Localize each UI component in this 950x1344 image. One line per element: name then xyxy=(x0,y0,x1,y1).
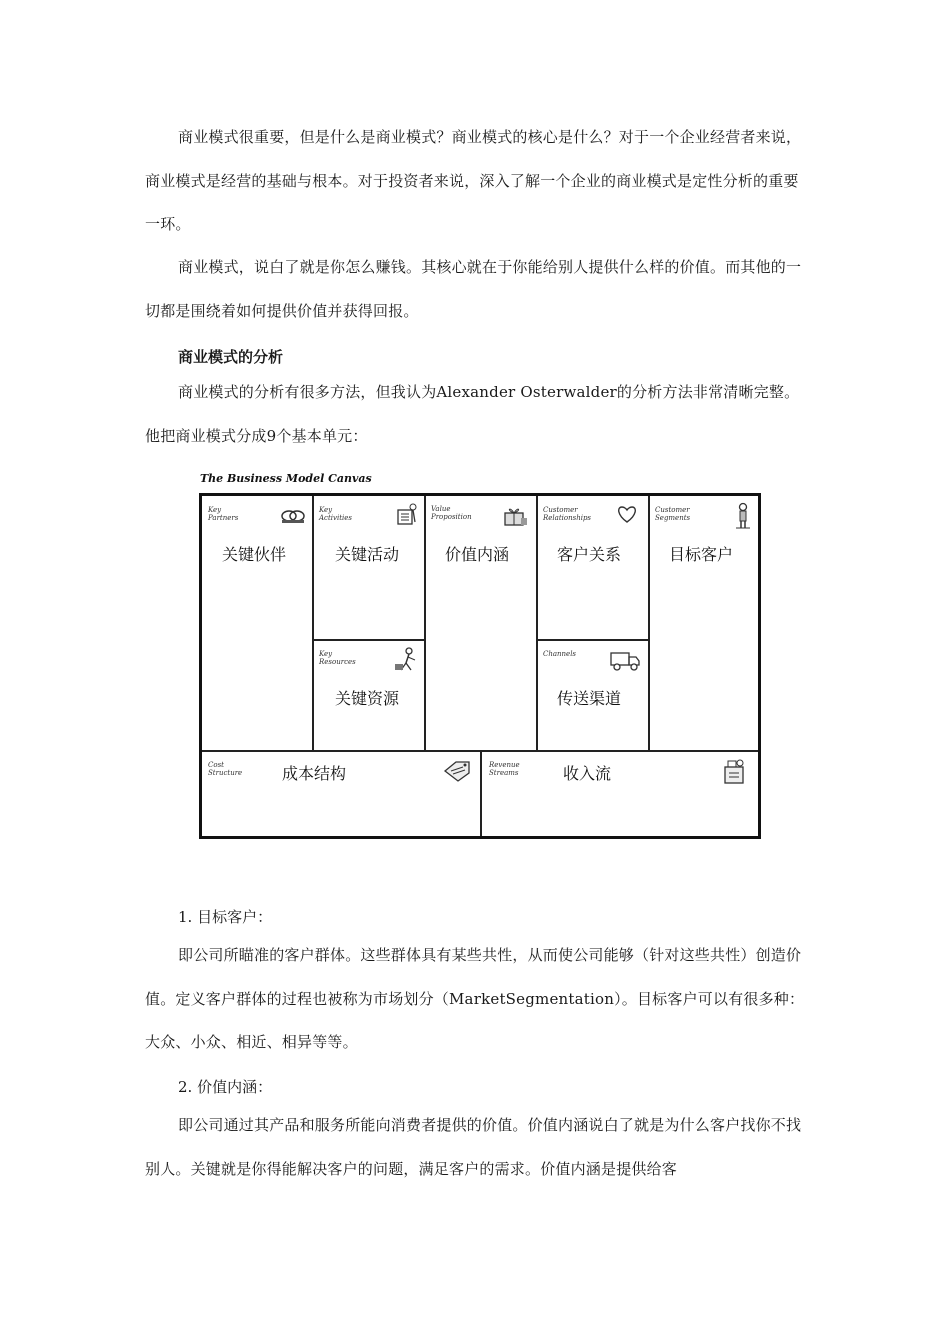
block-value-proposition xyxy=(425,496,536,750)
block-label-en: Value Proposition xyxy=(431,505,472,521)
block-label-en: Customer Relationships xyxy=(543,506,592,522)
list-item-title: 2. 价值内涵： xyxy=(178,1078,273,1096)
money-bag-icon xyxy=(721,757,749,787)
block-label-en: Key Partners xyxy=(208,506,239,522)
block-revenue-streams xyxy=(481,751,758,836)
block-key-activities xyxy=(313,496,424,639)
block-key-resources xyxy=(313,640,424,750)
paragraph-target-customers: 即公司所瞄准的客户群体。这些群体具有某些共性，从而使公司能够（针对这些共性）创造价值。定义客户群体的过程也被称为市场划分（MarketSegmentation）。目标客户可以有很多种：大众、小众、相近、相异等等。 xyxy=(145,946,805,1051)
block-label-en: Cost Structure xyxy=(208,761,243,777)
link-icon xyxy=(280,505,306,525)
block-label-en: Key Activities xyxy=(319,506,353,522)
block-key-partners xyxy=(202,496,312,750)
block-label-zh: 传送渠道 xyxy=(557,689,622,708)
block-label-en: Channels xyxy=(543,650,577,658)
block-label-en: Customer Segments xyxy=(655,506,691,522)
block-label-zh: 收入流 xyxy=(563,764,612,783)
heart-icon xyxy=(615,504,639,524)
canvas-title: The Business Model Canvas xyxy=(200,472,372,485)
block-label-en: Revenue Streams xyxy=(489,761,520,777)
price-tag-icon xyxy=(442,759,472,783)
paragraph-method: 商业模式的分析有很多方法，但我认为Alexander Osterwalder的分析方法非常清晰完整。他把商业模式分成9个基本单元： xyxy=(145,383,800,445)
paragraph-intro: 商业模式很重要，但是什么是商业模式？商业模式的核心是什么？对于一个企业经营者来说，商业模式是经营的基础与根本。对于投资者来说，深入了解一个企业的商业模式是定性分析的重要一环。 xyxy=(145,128,802,233)
block-label-zh: 目标客户 xyxy=(669,545,734,564)
worker-icon xyxy=(393,646,419,672)
truck-icon xyxy=(609,650,641,672)
block-label-zh: 关键伙伴 xyxy=(222,545,287,564)
block-label-zh: 关键活动 xyxy=(335,545,400,564)
business-model-canvas xyxy=(199,493,761,839)
block-label-zh: 客户关系 xyxy=(557,545,622,564)
block-label-zh: 关键资源 xyxy=(335,689,400,708)
block-label-en: Key Resources xyxy=(319,650,356,666)
block-channels xyxy=(537,640,648,750)
list-item-title: 1. 目标客户： xyxy=(178,908,273,926)
checklist-icon xyxy=(395,502,419,526)
paragraph-value-proposition: 即公司通过其产品和服务所能向消费者提供的价值。价值内涵说白了就是为什么客户找你不找别人。关键就是你得能解决客户的问题，满足客户的需求。价值内涵是提供给客 xyxy=(145,1116,802,1178)
block-customer-relationships xyxy=(537,496,648,639)
gift-icon xyxy=(501,504,529,528)
person-icon xyxy=(733,502,753,530)
block-label-zh: 价值内涵 xyxy=(445,545,510,564)
block-label-zh: 成本结构 xyxy=(282,764,347,783)
section-heading: 商业模式的分析 xyxy=(178,348,284,366)
block-customer-segments xyxy=(649,496,758,750)
paragraph-core: 商业模式，说白了就是你怎么赚钱。其核心就在于你能给别人提供什么样的价值。而其他的一切都是围绕着如何提供价值并获得回报。 xyxy=(145,258,802,320)
block-cost-structure xyxy=(202,751,480,836)
